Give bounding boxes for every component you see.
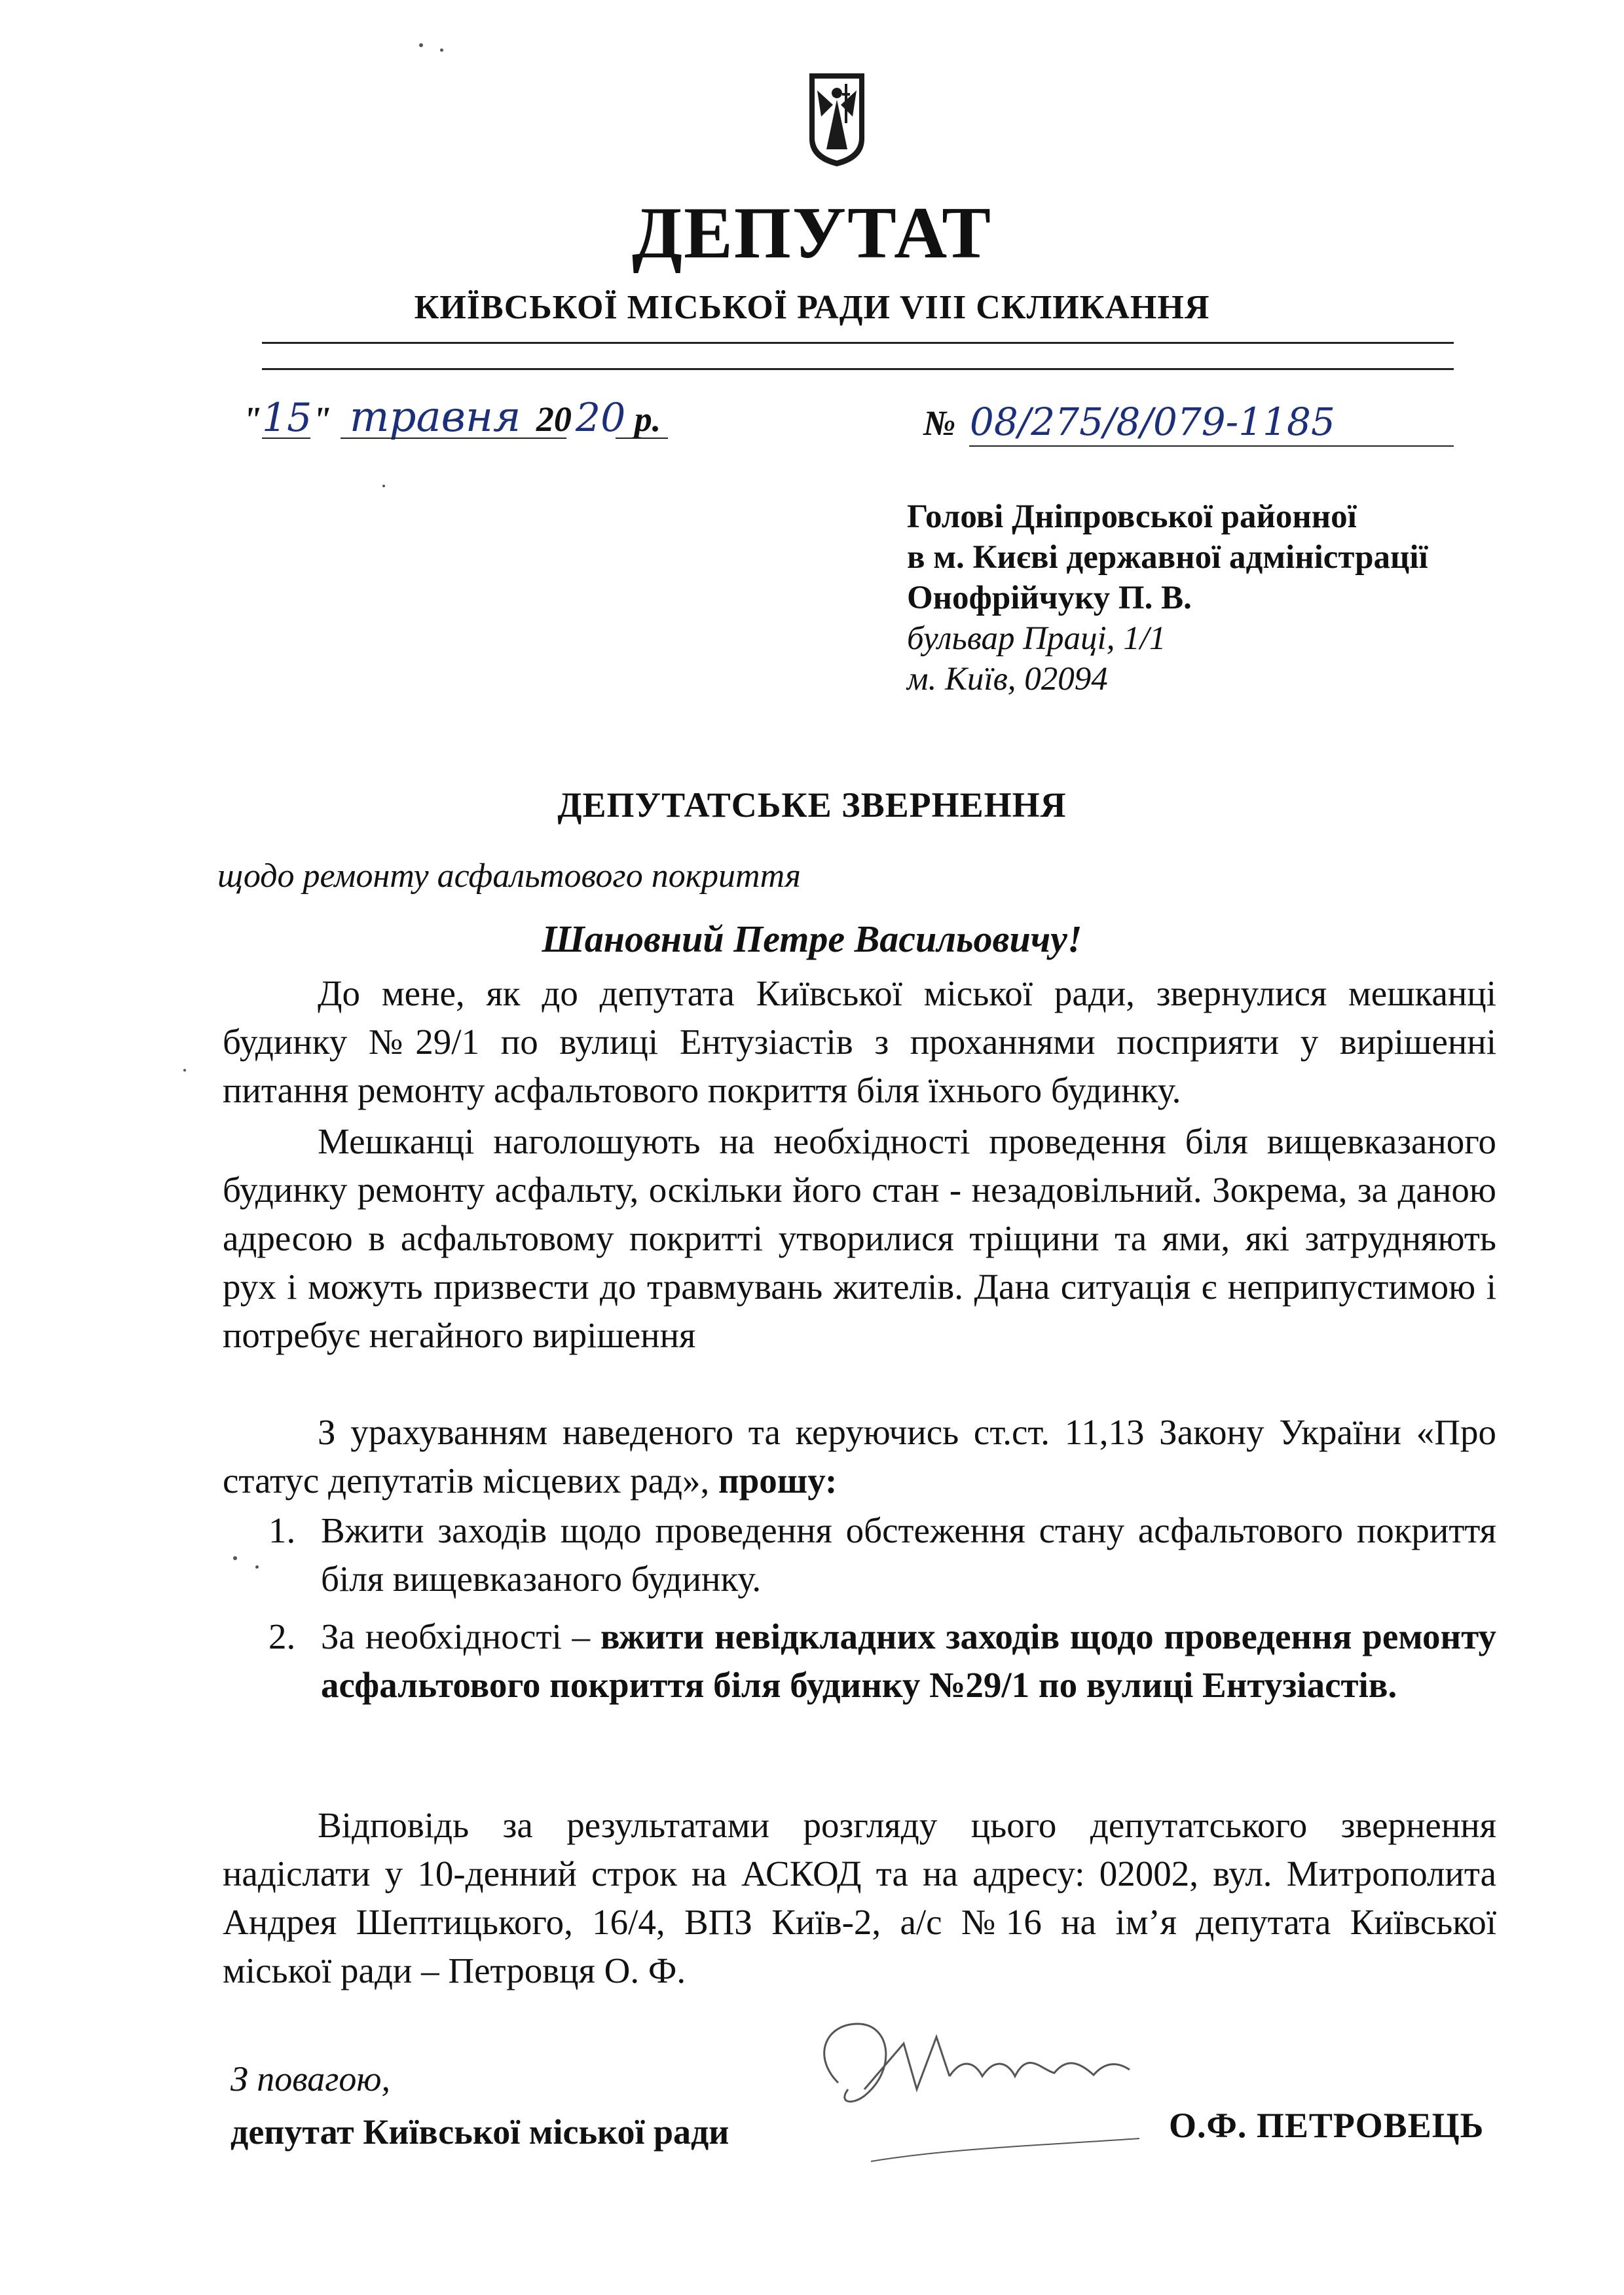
request-1-number: 1.: [268, 1510, 296, 1550]
scan-speck: [255, 1565, 259, 1569]
request-2-text: За необхідності –: [321, 1616, 591, 1656]
date-year-underline: [616, 438, 668, 439]
request-1-text: Вжити заходів щодо проведення обстеження стану асфальтового покриття біля вищевказаного будинку.: [321, 1510, 1496, 1599]
date-day-underline: [262, 438, 310, 439]
number-underline: [969, 445, 1454, 447]
request-2-body: [321, 1613, 1496, 1709]
addressee-block: [907, 496, 1428, 700]
date-year-mark: р.: [634, 400, 661, 439]
document-subject: щодо ремонту асфальтового покриття: [217, 857, 801, 895]
signer-position: депутат Київської міської ради: [231, 2112, 729, 2152]
paragraph-4: Відповідь за результатами розгляду цього депутатського звернення надіслати у 10-денний строк на АСКОД та на адресу: 02002, вул. Митрополита Андрея Шептицького, 16/4, ВПЗ Київ-2, а/с №16 на ім’я депутата Київської міської ради – Петровця О. Ф.: [223, 1805, 1496, 1990]
date-close-quote: ": [312, 400, 332, 439]
addressee-line-4: бульвар Праці, 1/1: [907, 620, 1166, 657]
scan-speck: [382, 485, 385, 487]
date-month-underline: [341, 438, 566, 439]
signer-name: О.Ф. ПЕТРОВЕЦЬ: [1169, 2106, 1485, 2145]
request-2-number: 2.: [268, 1616, 296, 1656]
header-rule-bottom: [262, 368, 1454, 370]
closing-regards: З повагою,: [231, 2059, 390, 2099]
scan-speck: [233, 1556, 237, 1560]
paragraph-1: До мене, як до депутата Київської міської ради, звернулися мешканці будинку №29/1 по вулиці Ентузіастів з проханнями посприяти у вирішенні питання ремонту асфальтового покриття біля їхнього будинку.: [223, 973, 1496, 1110]
scan-speck: [440, 48, 443, 52]
number-prefix: №: [923, 403, 956, 443]
document-title: ДЕПУТАТСЬКЕ ЗВЕРНЕННЯ: [557, 785, 1067, 825]
date-month: травня: [349, 393, 521, 441]
paragraph-2: Мешканці наголошують на необхідності проведення біля вищевказаного будинку ремонту асфальту, оскільки його стан - незадовільний. Зокрема, за даною адресою в асфальтовому покритті утворилися тріщини та ями, які затрудняють рух і можуть призвести до травмувань жителів. Дана ситуація є неприпустимою і потребує негайного вирішення: [223, 1121, 1496, 1355]
paragraph-3: [223, 1408, 1496, 1505]
date-line: [242, 393, 766, 445]
addressee-line-2: в м. Києві державної адміністрації: [907, 539, 1428, 576]
header-subtitle: КИЇВСЬКОЇ МІСЬКОЇ РАДИ VIII СКЛИКАННЯ: [414, 289, 1210, 326]
request-2-bold: вжити невідкладних заходів щодо проведення ремонту асфальтового покриття біля будинку №29/1 по вулиці Ентузіастів.: [321, 1616, 1497, 1705]
addressee-line-5: м. Київ, 02094: [907, 661, 1108, 698]
reference-number-line: [923, 400, 1454, 452]
date-day: 15: [261, 395, 312, 441]
request-item-2: [268, 1613, 1496, 1709]
date-year-prefix: 20: [536, 400, 572, 439]
date-year-suffix: 20: [575, 395, 626, 441]
addressee-line-3: Онофрійчуку П. В.: [907, 580, 1192, 616]
addressee-line-1: Голові Дніпровської районної: [907, 498, 1357, 535]
salutation: Шановний Петре Васильовичу!: [542, 918, 1082, 960]
handwritten-signature: [786, 1998, 1192, 2181]
scan-speck: [183, 1069, 186, 1072]
paragraph-3-bold: прошу:: [718, 1461, 838, 1501]
date-open-quote: ": [242, 400, 262, 439]
header-rule-top: [262, 342, 1454, 344]
number-value: 08/275/8/079-1185: [969, 400, 1335, 444]
paragraph-3-text: З урахуванням наведеного та керуючись ст.ст. 11,13 Закону України «Про статус депутатів місцевих рад»,: [223, 1412, 1496, 1501]
request-item-1: [268, 1506, 1496, 1603]
header-title: ДЕПУТАТ: [632, 193, 992, 274]
kyiv-coat-of-arms-icon: [807, 71, 867, 169]
scan-speck: [419, 43, 423, 47]
